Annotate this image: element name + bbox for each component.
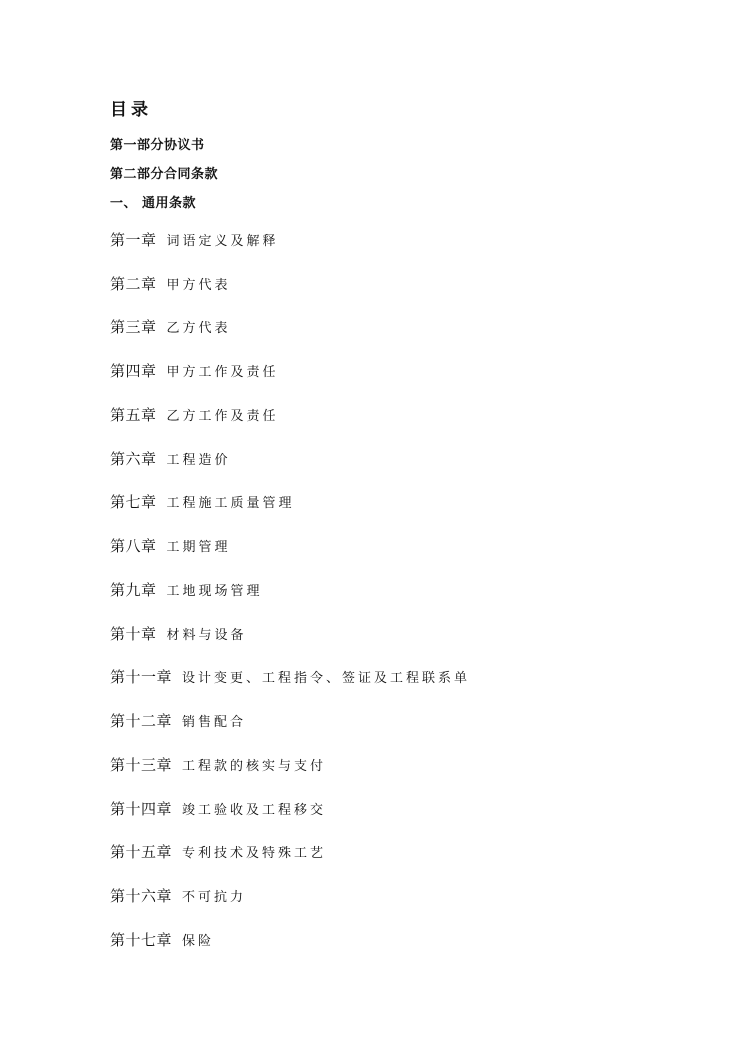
part-heading-2: 第二部分合同条款: [110, 167, 219, 182]
chapter-number: 第九章: [110, 581, 157, 599]
chapter-number: 第十七章: [110, 931, 173, 949]
chapter-name: 工程施工质量管理: [166, 496, 295, 511]
toc-entry-chapter-2: [110, 274, 231, 296]
chapter-number: 第十六章: [110, 887, 173, 905]
chapter-number: 第十二章: [110, 712, 173, 730]
chapter-number: 第二章: [110, 275, 157, 293]
chapter-name: 乙方工作及责任: [166, 409, 279, 424]
toc-entry-chapter-11: [110, 667, 470, 689]
toc-entry-chapter-8: [110, 536, 231, 558]
chapter-number: 第七章: [110, 493, 157, 511]
chapter-name: 设计变更、工程指令、签证及工程联系单: [182, 671, 471, 686]
chapter-name: 专利技术及特殊工艺: [182, 846, 327, 861]
chapter-number: 第十章: [110, 625, 157, 643]
section-heading-general-terms: 一、 通用条款: [110, 196, 197, 211]
part-heading-1: 第一部分协议书: [110, 138, 205, 153]
toc-entry-chapter-16: [110, 886, 246, 908]
chapter-number: 第十四章: [110, 800, 173, 818]
chapter-name: 不可抗力: [182, 890, 247, 905]
chapter-name: 词语定义及解释: [166, 234, 279, 249]
chapter-name: 工期管理: [166, 540, 231, 555]
chapter-number: 第四章: [110, 362, 157, 380]
toc-entry-chapter-7: [110, 492, 295, 514]
toc-title: 目录: [110, 100, 152, 120]
toc-entry-chapter-4: [110, 361, 279, 383]
chapter-name: 工地现场管理: [166, 584, 263, 599]
toc-entry-chapter-9: [110, 580, 263, 602]
chapter-name: 竣工验收及工程移交: [182, 803, 327, 818]
toc-entry-chapter-6: [110, 449, 231, 471]
toc-entry-chapter-5: [110, 405, 279, 427]
chapter-number: 第十一章: [110, 668, 173, 686]
chapter-name: 销售配合: [182, 715, 247, 730]
chapter-number: 第五章: [110, 406, 157, 424]
chapter-name: 甲方代表: [166, 278, 231, 293]
chapter-number: 第三章: [110, 318, 157, 336]
chapter-name: 工程款的核实与支付: [182, 759, 327, 774]
chapter-name: 工程造价: [166, 453, 231, 468]
toc-entry-chapter-14: [110, 799, 326, 821]
chapter-number: 第十五章: [110, 843, 173, 861]
chapter-number: 第十三章: [110, 756, 173, 774]
toc-entry-chapter-3: [110, 317, 231, 339]
toc-entry-chapter-13: [110, 755, 326, 777]
chapter-name: 保险: [182, 934, 215, 949]
chapter-name: 乙方代表: [166, 321, 231, 336]
chapter-number: 第一章: [110, 231, 157, 249]
chapter-number: 第八章: [110, 537, 157, 555]
chapter-number: 第六章: [110, 450, 157, 468]
toc-entry-chapter-15: [110, 842, 326, 864]
chapter-name: 材料与设备: [166, 628, 247, 643]
toc-entry-chapter-17: [110, 930, 214, 952]
toc-entry-chapter-10: [110, 624, 247, 646]
chapter-name: 甲方工作及责任: [166, 365, 279, 380]
toc-entry-chapter-1: [110, 230, 279, 252]
toc-entry-chapter-12: [110, 711, 246, 733]
